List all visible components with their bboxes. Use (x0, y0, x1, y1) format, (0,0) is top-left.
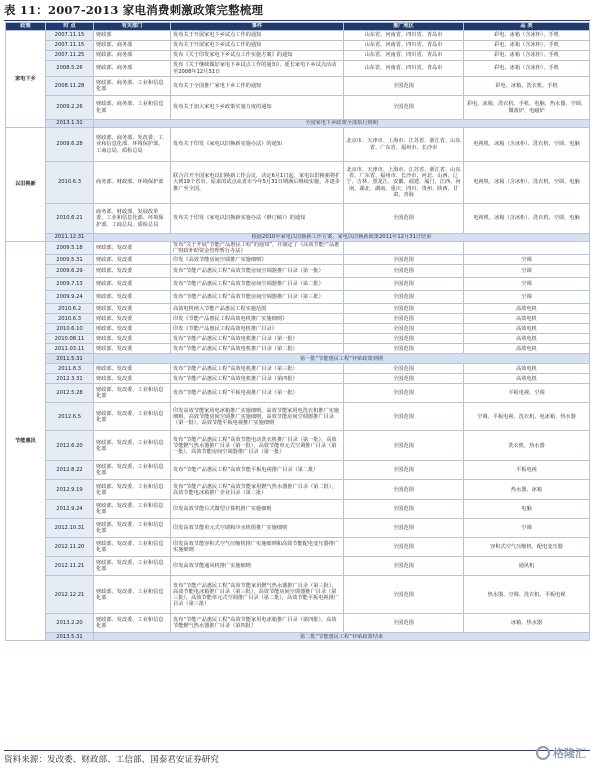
table-row (6, 344, 590, 354)
row-product: 彩电、冰箱（含冰柜）、手机 (464, 51, 590, 61)
row-area: 山东省、河南省、四川省、青岛市 (344, 41, 464, 51)
row-product: 通风机 (464, 557, 590, 576)
row-product: 空调 (464, 291, 590, 304)
row-time: 2009.7.13 (46, 278, 94, 291)
row-time: 2010.6.3 (46, 314, 94, 324)
table-row (6, 480, 590, 500)
table-row (6, 96, 590, 120)
row-dept: 财政部、发改委 (94, 364, 171, 374)
row-dept: 财政部、发改委 (94, 374, 171, 384)
row-product: 电视机、冰箱（含冰柜）、洗衣机、空调、电脑 (464, 128, 590, 162)
row-product: 彩电、冰箱、洗衣机、手机 (464, 77, 590, 96)
table-row (6, 334, 590, 344)
row-dept: 财政部 (94, 31, 171, 41)
mid-summary-row (6, 354, 590, 364)
row-time: 2011.03.11 (46, 344, 94, 354)
row-product: 热水器、空调、洗衣机、平板电视 (464, 576, 590, 614)
row-product: 高效电机 (464, 314, 590, 324)
row-dept: 财政部、商务部 (94, 51, 171, 61)
row-event: 发布“节能产品惠民工程”高效电机推广目录（第一批） (171, 334, 344, 344)
row-area: 全国范围 (344, 304, 464, 314)
row-area: 全国范围 (344, 96, 464, 120)
row-dept: 财政部、商务部、工业和信息化部 (94, 77, 171, 96)
row-event: 发布《关于继续做好家电下乡试点工作的通知》，延长家电下乡试点活动至2008年12月31日 (171, 61, 344, 77)
table-row (6, 538, 590, 557)
row-dept: 财政部、发改委、工业和信息化部 (94, 461, 171, 480)
row-dept: 财政部、发改委 (94, 314, 171, 324)
row-product (464, 242, 590, 255)
row-product: 电视机、冰箱（含冰柜）、洗衣机、空调、电脑 (464, 204, 590, 234)
row-area: 全国范围 (344, 403, 464, 431)
row-event: 发布“节能产品惠民工程”高效节能家用燃气热水器推广目录（第三批），高效节能电冰箱推广目录（第三批），高效节能房间空调器推广目录（第三批），高效节能单元式空调推广目录（第二批），高效节能平板电视推广目录（第三批） (171, 576, 344, 614)
row-time: 2012.11.20 (46, 538, 94, 557)
row-product: 彩电、冰箱（含冰柜）、手机 (464, 61, 590, 77)
row-dept: 财政部、发改委 (94, 255, 171, 265)
row-area: 全国范围 (344, 265, 464, 278)
row-area: 全国范围 (344, 291, 464, 304)
row-area: 全国范围 (344, 334, 464, 344)
row-dept: 财政部、商务部 (94, 41, 171, 51)
row-area: 全国范围 (344, 204, 464, 234)
table-row (6, 31, 590, 41)
row-event: 发布关于开展家电下乡试点工作的通知 (171, 31, 344, 41)
row-time: 2009.9.24 (46, 291, 94, 304)
row-product: 空调 (464, 278, 590, 291)
summary-time: 2011.12.31 (46, 234, 94, 242)
row-product: 平板电视、空调 (464, 384, 590, 403)
row-area: 全国范围 (344, 557, 464, 576)
row-time: 2009.5.31 (46, 255, 94, 265)
header-time: 时 点 (46, 23, 94, 31)
header-event: 事件 (171, 23, 344, 31)
row-event: 联合召开全国家电以旧换新工作会议，决定6月1日起，家电以旧换新将扩大到19个省市，原来的试点从省市今年5月31日期满后继续实施，并逐步推广至全国。 (171, 162, 344, 204)
row-product: 容积式空气压缩机、配电变压器 (464, 538, 590, 557)
row-time: 2012.9.24 (46, 500, 94, 519)
row-area: 全国范围 (344, 500, 464, 519)
row-area: 全国范围 (344, 461, 464, 480)
row-area: 全国范围 (344, 344, 464, 354)
source-note: 资料来源：发改委、财政部、工信部、国泰君安证券研究 (4, 755, 219, 765)
table-row (6, 242, 590, 255)
row-time: 2009.5.18 (46, 242, 94, 255)
row-product: 空调 (464, 255, 590, 265)
summary-text: 根据2010年家电以旧换新工作方案，家电以旧换新政策2011年12月31日结束 (94, 234, 590, 242)
table-row (6, 500, 590, 519)
row-time: 2007.11.15 (46, 31, 94, 41)
row-time: 2011.8.3 (46, 364, 94, 374)
row-event: 发布“节能产品惠民工程”高效节能家用电冰箱推广目录（第四批），高效节能燃气热水器推广目录（第四批） (171, 614, 344, 633)
row-area: 全国范围 (344, 278, 464, 291)
row-event: 发布“节能产品惠民工程”高效节能房间空调器推广目录（第一批） (171, 265, 344, 278)
row-product: 彩电、冰箱、洗衣机、手机、电脑、热水器、空调、微波炉、电磁炉 (464, 96, 590, 120)
row-time: 2010.08.11 (46, 334, 94, 344)
header-product: 品 类 (464, 23, 590, 31)
row-dept: 财政部、发改委、工业和信息化部 (94, 500, 171, 519)
section-summary-row (6, 120, 590, 128)
row-event: 发布《关于印发家电下乡试点工作实施方案》的通知 (171, 51, 344, 61)
row-dept: 财政部、发改委、工业和信息化部 (94, 538, 171, 557)
header-area: 推广地区 (344, 23, 464, 31)
section-summary-row (6, 633, 590, 641)
table-row (6, 519, 590, 538)
table-row (6, 364, 590, 374)
row-event: 发布“节能产品惠民工程”平板电视推广目录（第一批） (171, 384, 344, 403)
summary-text: 第一批“节能惠民工程”补贴政策到期 (94, 354, 590, 364)
table-row (6, 614, 590, 633)
row-time: 2012.6.5 (46, 403, 94, 431)
row-time: 2013.2.20 (46, 614, 94, 633)
row-product: 高效电机 (464, 304, 590, 314)
row-area: 全国范围 (344, 255, 464, 265)
row-dept: 财政部、发改委、工业和信息化部 (94, 557, 171, 576)
table-row (6, 291, 590, 304)
row-time: 2009.2.26 (46, 96, 94, 120)
table-row (6, 77, 590, 96)
row-product: 高效电机 (464, 364, 590, 374)
row-time: 2012.9.19 (46, 480, 94, 500)
row-area: 全国范围 (344, 384, 464, 403)
table-row (6, 461, 590, 480)
row-time: 2012.11.21 (46, 557, 94, 576)
summary-text: 全国家电下乡政策全部执行到期 (94, 120, 590, 128)
row-dept: 财政部、发改委、工业和信息化部 (94, 431, 171, 461)
row-event: 高效电机纳入节能产品惠民工程实施范围 (171, 304, 344, 314)
row-product: 彩电、冰箱（含冰柜）、手机 (464, 41, 590, 51)
summary-time: 2011.5.31 (46, 354, 94, 364)
row-event: 发布“节能产品惠民工程”高效节能电动洗衣机推广目录（第一批），高效节能燃气热水器推广目录（第一批），高效节能单元式空调推广目录（第一批），高效节能房间空调器推广目录（第一批） (171, 431, 344, 461)
row-dept: 财政部、发改委 (94, 265, 171, 278)
row-time: 2008.5.26 (46, 61, 94, 77)
row-event: 印发《节能产品惠民工程高效电机推广目录》 (171, 324, 344, 334)
row-product: 电脑 (464, 500, 590, 519)
row-time: 2012.12.21 (46, 576, 94, 614)
row-product: 电视机、冰箱（含冰柜）、洗衣机、空调、电脑 (464, 162, 590, 204)
row-dept: 财政部、发改委、工业和信息化部 (94, 519, 171, 538)
table-row (6, 204, 590, 234)
policy-category: 节能惠民 (6, 242, 46, 641)
row-event: 发布“关于开展“节能产品惠民工程”的通知”，并制定了《高效节能产品推广财政补助资金管理暂行办法》 (171, 242, 344, 255)
table-body (6, 31, 590, 641)
row-event: 发布关于印发《家电以旧换新实施办法（修订稿）》的通知 (171, 204, 344, 234)
policy-table (5, 22, 590, 641)
table-row (6, 128, 590, 162)
row-product: 高效电机 (464, 344, 590, 354)
row-product: 高效电机 (464, 374, 590, 384)
row-time: 2012.6.20 (46, 431, 94, 461)
row-product: 热水器、冰箱 (464, 480, 590, 500)
watermark-text: 格隆汇 (553, 747, 586, 760)
summary-time: 2013.1.31 (46, 120, 94, 128)
row-dept: 财政部、发改委 (94, 324, 171, 334)
row-time: 2012.5.28 (46, 384, 94, 403)
row-event: 发布关于开展家电下乡试点工作的通知 (171, 41, 344, 51)
row-dept: 财政部、商务部 (94, 61, 171, 77)
row-time: 2007.11.25 (46, 51, 94, 61)
table-row (6, 431, 590, 461)
watermark-logo-icon (536, 746, 550, 760)
row-dept: 财政部、发改委 (94, 242, 171, 255)
header-dept: 有关部门 (94, 23, 171, 31)
row-dept: 财政部、发改委 (94, 334, 171, 344)
row-area: 全国范围 (344, 431, 464, 461)
table-row (6, 314, 590, 324)
row-dept: 财政部、商务部、发改委、工业和信息化部、环境保护部、工商总局、质检总局 (94, 128, 171, 162)
row-time: 2010.6.2 (46, 304, 94, 314)
row-time: 2009.6.29 (46, 265, 94, 278)
row-event: 印发高效节能容积式空气压缩机推广实施细则和高效节能配电变压器推广实施细则 (171, 538, 344, 557)
row-event: 发布“节能产品惠民工程”高效节能房间空调器推广目录（第二批） (171, 278, 344, 291)
row-area: 山东省、河南省、四川省、青岛市 (344, 61, 464, 77)
row-product: 空调 (464, 519, 590, 538)
row-area (344, 242, 464, 255)
row-event: 印发《高效节能房间空调推广实施细则》 (171, 255, 344, 265)
row-product: 空调 (464, 265, 590, 278)
row-event: 印发《节能产品惠民工程高效电机推广实施细则》 (171, 314, 344, 324)
table-row (6, 61, 590, 77)
row-area: 全国范围 (344, 538, 464, 557)
row-area: 全国范围 (344, 314, 464, 324)
table-row (6, 557, 590, 576)
row-time: 2010.6.21 (46, 204, 94, 234)
row-time: 2012.8.22 (46, 461, 94, 480)
row-event: 发布关于加大家电下乡政策实施力度的通知 (171, 96, 344, 120)
row-event: 发布“节能产品惠民工程”高效节能房间空调器推广目录（第三批） (171, 291, 344, 304)
table-row (6, 403, 590, 431)
row-time: 2010.6.10 (46, 324, 94, 334)
row-dept: 财政部、发改委、工业和信息化部 (94, 403, 171, 431)
row-event: 印发高效节能单元式空调和冷水机组推广实施细则 (171, 519, 344, 538)
policy-category: 以旧换新 (6, 128, 46, 242)
row-product: 洗衣机、热水器 (464, 431, 590, 461)
row-area: 山东省、河南省、四川省、青岛市 (344, 51, 464, 61)
row-product: 平板电视 (464, 461, 590, 480)
row-dept: 财政部、发改委、工业和信息化部 (94, 480, 171, 500)
row-area: 全国范围 (344, 324, 464, 334)
row-product: 空调、平板电视、洗衣机、电冰箱、热水器 (464, 403, 590, 431)
row-time: 2012.10.31 (46, 519, 94, 538)
policy-category: 家电下乡 (6, 31, 46, 128)
table-row (6, 51, 590, 61)
title-rule (4, 20, 590, 21)
row-area: 全国范围 (344, 576, 464, 614)
table-row (6, 374, 590, 384)
table-row (6, 324, 590, 334)
row-event: 发布“节能产品惠民工程”高效电机推广目录（第四批） (171, 374, 344, 384)
row-time: 2007.11.15 (46, 41, 94, 51)
row-area: 全国范围 (344, 480, 464, 500)
row-product: 高效电机 (464, 334, 590, 344)
row-dept: 财政部、发改委 (94, 278, 171, 291)
row-area: 山东省、河南省、四川省、青岛市 (344, 31, 464, 41)
row-dept: 财政部、发改委、工业和信息化部 (94, 614, 171, 633)
row-event: 发布“节能产品惠民工程”高效节能家用燃气热水器推广目录（第二批），高效节能电冰箱推广企业目录（第二批） (171, 480, 344, 500)
footer-rule (4, 750, 590, 751)
row-product: 高效电机 (464, 324, 590, 334)
row-event: 印发高效节能台式微型计算机推广实施细则 (171, 500, 344, 519)
row-dept: 财政部、商务部、工业和信息化部 (94, 96, 171, 120)
row-dept: 财政部、发改委 (94, 304, 171, 314)
section-summary-row (6, 234, 590, 242)
row-event: 发布关于印发《家电以旧换新实施办法》的通知 (171, 128, 344, 162)
summary-text: 第二批“节能惠民工程”补贴政策结束 (94, 633, 590, 641)
row-area: 全国范围 (344, 519, 464, 538)
row-product: 彩电、冰箱（含冰柜）、手机 (464, 31, 590, 41)
table-row (6, 384, 590, 403)
table-row (6, 278, 590, 291)
row-time: 2008.11.28 (46, 77, 94, 96)
table-title: 表 11：2007-2013 家电消费刺激政策完整梳理 (4, 3, 264, 17)
row-time: 2012.3.31 (46, 374, 94, 384)
row-event: 发布“节能产品惠民工程”高效电机推广目录（第三批） (171, 364, 344, 374)
table-row (6, 162, 590, 204)
header-row (6, 23, 590, 31)
table-row (6, 265, 590, 278)
row-time: 2010.6.3 (46, 162, 94, 204)
row-dept: 财政部、发改委、工业和信息化部 (94, 576, 171, 614)
row-dept: 商务部、财政部、发展改革委、工业和信息化部、环境保护部、工商总局、质检总局 (94, 204, 171, 234)
table-row (6, 41, 590, 51)
row-area: 全国范围 (344, 364, 464, 374)
row-area: 全国范围 (344, 614, 464, 633)
row-event: 发布关于全国推广家电下乡工作的通知 (171, 77, 344, 96)
row-area: 北京市、天津市、上海市、江苏省、浙江省、山东省、广东省、福州市、长沙市 (344, 128, 464, 162)
header-policy: 政策 (6, 23, 46, 31)
row-dept: 财政部、发改委 (94, 291, 171, 304)
row-area: 全国范围 (344, 374, 464, 384)
row-dept: 商务部、财政部、环境保护部 (94, 162, 171, 204)
table-row (6, 304, 590, 314)
summary-time: 2013.5.31 (46, 633, 94, 641)
row-area: 全国范围 (344, 77, 464, 96)
row-event: 发布“节能产品惠民工程”高效电机推广目录（第二批） (171, 344, 344, 354)
table-row (6, 576, 590, 614)
row-event: 发布“节能产品惠民工程”高效节能平板电视推广目录（第二批） (171, 461, 344, 480)
row-event: 印发高效节能家用电冰箱推广实施细则，高效节能家用电洗衣机推广实施细则，高效节能房间空调推广实施细则，高效节能房间空调器推广目录（第一批），高效节能平板电视推广实施细则 (171, 403, 344, 431)
row-dept: 财政部、发改委、工业和信息化部 (94, 384, 171, 403)
row-dept: 财政部、发改委 (94, 344, 171, 354)
row-product: 冰箱、热水器 (464, 614, 590, 633)
watermark (536, 745, 586, 761)
table-row (6, 255, 590, 265)
row-area: 北京市、天津市、上海市、江苏省、浙江省、山东省、广东省、福州市、长沙市、河北、山西、辽宁、吉林、黑龙江、安徽、福建、厦门、江西、河南、湖北、湖南、重庆、四川、贵州、陕西、甘肃、青海 (344, 162, 464, 204)
row-time: 2009.6.28 (46, 128, 94, 162)
row-event: 印发高效节能通风机推广实施细则 (171, 557, 344, 576)
